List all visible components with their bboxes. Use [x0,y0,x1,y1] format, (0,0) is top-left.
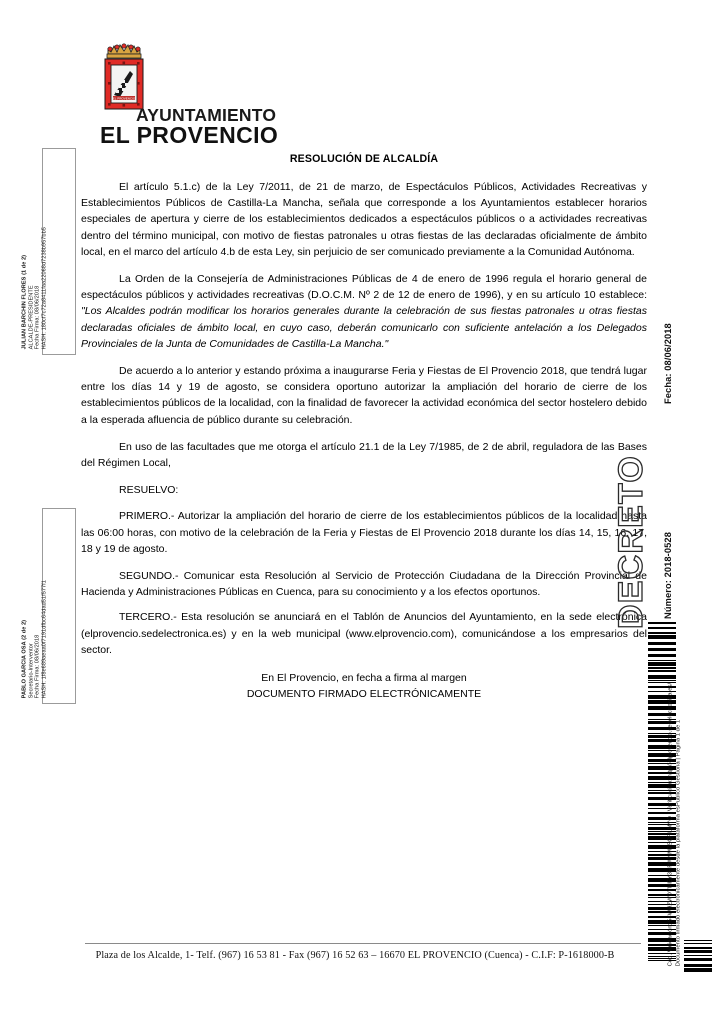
svg-text:EL PROVENCIO: EL PROVENCIO [112,96,136,101]
decreto-fecha: Fecha: 08/06/2018 [663,323,673,404]
verification-text [667,682,683,966]
resolution-item-segundo: SEGUNDO.- Comunicar esta Resolución al Servicio de Protección Ciudadana de la Dirección Provincial de Hacienda y Administraciones Públicas en Cuenca, para su conocimiento y a los efectos oportunos. [81,570,647,599]
signer-hash: HASH: 180cf7c72a8411faa22068d7238b957bb5 [41,226,48,349]
signature-block-alcalde [21,148,76,355]
validation-code-line: Cód. Validación: 54WHZWDYMEY3HPWNM7SQRLMYQ | Verificación: http://elprovencio.sedelectronica.es/ [667,682,674,966]
signer-name: JULIAN BARCHIN FLORES (1 de 2) [21,254,28,349]
brand-ayuntamiento: AYUNTAMIENTO [136,105,277,125]
footer-divider [85,943,641,944]
document-content [81,153,647,702]
footer-contact: Plaza de los Alcalde, 1- Telf. (967) 16 53 81 - Fax (967) 16 52 63 – 16670 EL PROVENCIO (Cuenca) - C.I.F: P-1618000-B [95,950,615,961]
signature-rotated-text [22,227,48,349]
brand-el-provencio: EL PROVENCIO [100,122,279,148]
paragraph-legal-basis-1: El artículo 5.1.c) de la Ley 7/2011, de 21 de marzo, de Espectáculos Públicos, Actividades Recreativas y Establecimientos Públicos de Castilla-La Mancha, señala que corresponde a los Ayuntamientos establecer horarios especiales de apertura y cierre de los establecimientos dedicados a espectáculos públicos o a actividades recreativas dentro del término municipal, con motivo de fiestas patronales u otras fiestas de las declaradas oficialmente de ámbito local, en el marco del artículo 4.b de esta Ley, sin perjuicio de ser comunicado previamente a la Comunidad Autónoma. [81,181,647,258]
paragraph-legal-basis-2 [81,271,647,352]
resolution-item-primero: PRIMERO.- Autorizar la ampliación del horario de cierre de los establecimientos públicos de la localidad hasta las 06:00 horas, con motivo de la celebración de la Feria y Fiestas de El Provencio 2018 durante los días 14, 15, 16, 17, 18 y 19 de agosto. [81,510,647,555]
coat-of-arms-icon [100,38,148,112]
platform-line: Documento firmado electrónicamente desde la plataforma esPublico Gestiona | Página 1 de 1 [675,719,682,966]
page-title: RESOLUCIÓN DE ALCALDÍA [289,153,439,165]
letterhead [100,38,440,148]
paragraph-powers: En uso de las facultades que me otorga el artículo 21.1 de la Ley 7/1985, de 2 de abril, reguladora de las Bases del Régimen Local, [81,440,647,470]
signature-rotated-text [22,580,48,698]
footer-barcode-strip [684,940,712,974]
signer-date: Fecha Firma: 08/06/2018 [34,634,41,698]
closing-block [81,671,647,702]
signature-block-secretario [21,508,76,704]
paragraph-motivation: De acuerdo a lo anterior y estando próxima a inaugurarse Feria y Fiestas de El Provencio 2018, que tendrá lugar entre los días 14 y 19 de agosto, se considera oportuno autorizar la ampliación del horario de cierre de los establecimientos públicos de la localidad, con la finalidad de favorecer la actividad económica del sector hostelero debido a la esperada afluencia de público durante su celebración. [81,365,647,426]
paragraph-2-lead: La Orden de la Consejería de Administraciones Públicas de 4 de enero de 1996 regula el horario general de espectáculos públicos y actividades recreativas (D.O.C.M. Nº 2 de 12 de enero de 1996), y en su artículo 10 establece: [81,273,647,302]
signer-role: ALCALDE-PRESIDENTE [28,284,35,349]
resolution-item-tercero: TERCERO.- Esta resolución se anunciará en el Tablón de Anuncios del Ayuntamiento, en la sede electrónica (elprovencio.sedelectronica.es) y en la web municipal (www.elprovencio.com), comunicándose a los empresarios del sector. [81,611,647,656]
signer-date: Fecha Firma: 08/06/2018 [34,285,41,349]
signer-hash: HASH: 1f8e689aeaa0f7191dfbc64dad51f577f1 [41,579,48,698]
signer-role: Secretario-Interventor [28,642,35,698]
signer-name: PABLO GARCIA OSA (2 de 2) [21,619,28,698]
resuelvo-heading: RESUELVO: [119,484,179,497]
paragraph-2-quote: "Los Alcaldes podrán modificar los horarios generales durante la celebración de sus fiestas patronales u otras fiestas declaradas oficiales de ámbito local, en cuyo caso, deberán comunicarlo con suficiente antelación a los Delegados Provinciales de la Junta de Comunidades de Castilla-La Mancha." [81,305,647,350]
decreto-numero: Número: 2018-0528 [663,532,673,619]
decreto-watermark: DECRETO [612,455,650,630]
closing-place-date: En El Provencio, en fecha a firma al margen [261,672,467,685]
closing-signature-note: DOCUMENTO FIRMADO ELECTRÓNICAMENTE [246,687,482,700]
